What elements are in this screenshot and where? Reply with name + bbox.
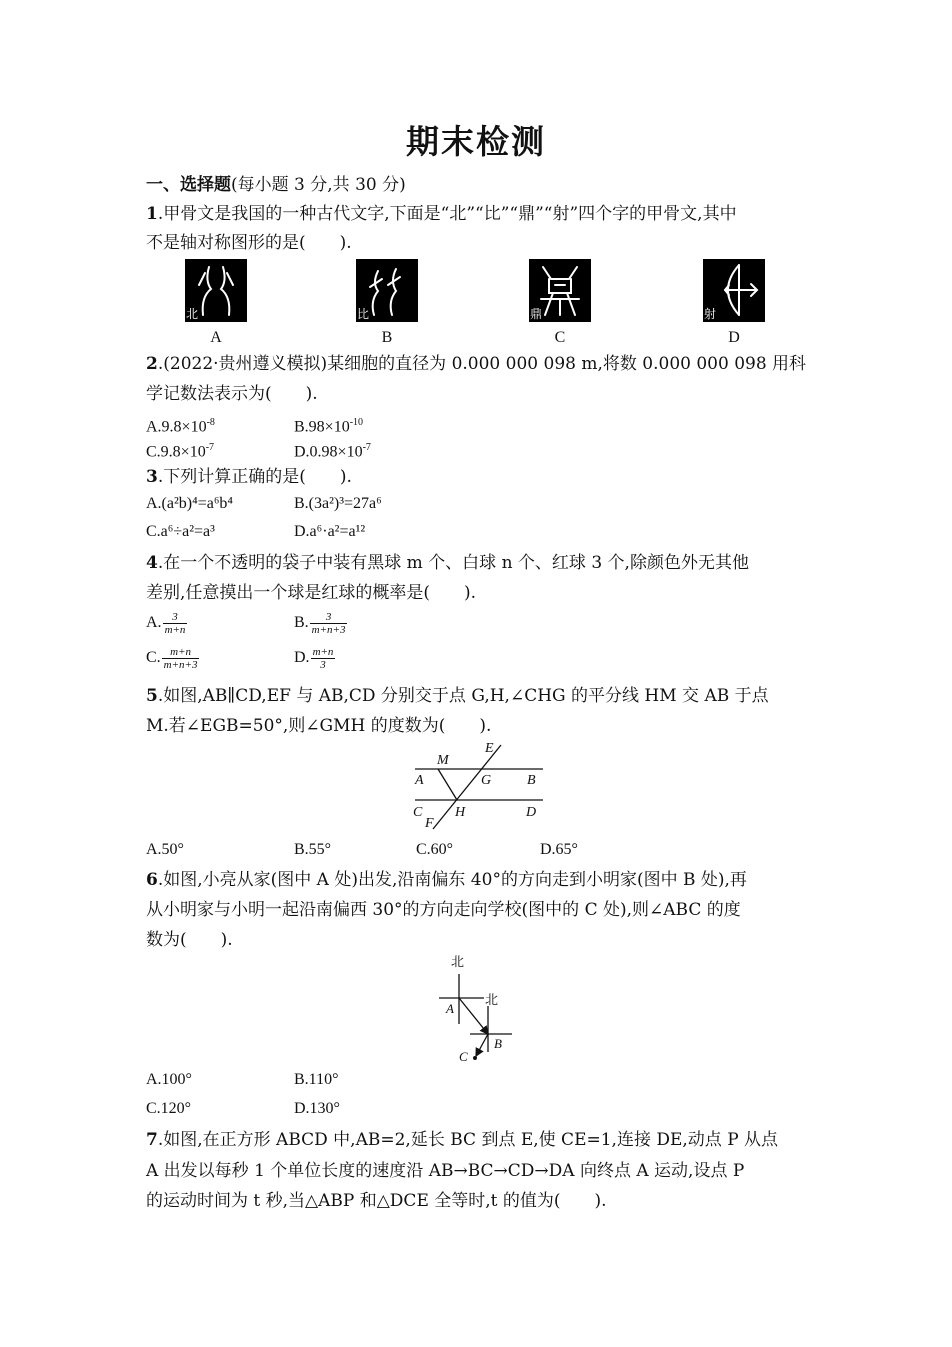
numerator: 3	[310, 611, 348, 624]
option-c: C.a⁶÷a²=a³	[146, 523, 215, 540]
oracle-bei-image	[185, 259, 247, 322]
numerator: 3	[163, 611, 188, 624]
question-5-line-2: M.若∠EGB=50°,则∠GMH 的度数为( ).	[146, 716, 492, 736]
question-text: .如图,小亮从家(图中 A 处)出发,沿南偏东 40°的方向走到小明家(图中 B 处),再	[157, 870, 747, 890]
question-text: .如图,AB∥CD,EF 与 AB,CD 分别交于点 G,H,∠CHG 的平分线 HM 交 AB 于点	[157, 686, 769, 706]
option-a	[146, 611, 187, 636]
option-label-a: A	[210, 329, 222, 346]
question-text: .在一个不透明的袋子中装有黑球 m 个、白球 n 个、红球 3 个,除颜色外无其他	[157, 553, 749, 573]
label-a: A	[415, 773, 424, 788]
denominator: m+n	[164, 624, 186, 636]
label-b: B	[494, 1036, 502, 1051]
denominator: 3	[320, 659, 326, 671]
north-label: 北	[451, 954, 465, 969]
option-c	[146, 438, 214, 462]
direction-figure	[436, 952, 520, 1066]
label-e: E	[485, 741, 494, 756]
question-number: 6	[146, 870, 158, 890]
point-c	[473, 1056, 477, 1060]
question-2-line-2: 学记数法表示为( ).	[146, 384, 318, 404]
numerator: m+n	[162, 646, 200, 659]
question-6-line-3: 数为( ).	[146, 930, 233, 950]
option-label-b: B	[381, 329, 393, 346]
question-6-line-1	[146, 869, 747, 891]
question-7-line-2: A 出发以每秒 1 个单位长度的速度沿 AB→BC→CD→DA 向终点 A 运动,设点 P	[146, 1161, 745, 1181]
question-7-line-1	[146, 1129, 778, 1151]
option-a: A.50°	[146, 841, 184, 858]
label-c: C	[459, 1049, 468, 1064]
question-number: 1	[146, 204, 158, 224]
label-f: F	[425, 816, 434, 831]
label-g: G	[481, 773, 492, 788]
option-a: A.(a²b)⁴=a⁶b⁴	[146, 495, 233, 512]
denominator: m+n+3	[311, 624, 346, 636]
question-text: .甲骨文是我国的一种古代文字,下面是“北”“比”“鼎”“射”四个字的甲骨文,其中	[157, 204, 737, 224]
option-prefix: B.	[294, 614, 309, 632]
option-prefix: A.	[146, 614, 162, 632]
option-label-c: C	[554, 329, 566, 346]
label-d: D	[526, 805, 537, 820]
question-text: .如图,在正方形 ABCD 中,AB=2,延长 BC 到点 E,使 CE=1,连接 DE,动点 P 从点	[157, 1130, 779, 1150]
option-label-d: D	[728, 329, 740, 346]
oracle-ding-image	[529, 259, 591, 322]
question-2-line-1	[146, 353, 806, 375]
question-4-line-1	[146, 552, 749, 574]
exponent: -7	[362, 442, 371, 453]
path-a-to-b	[459, 998, 488, 1034]
option-d: D.a⁶·a²=a¹²	[294, 523, 366, 540]
question-number: 7	[146, 1130, 158, 1150]
option-b: B.55°	[294, 841, 332, 858]
option-prefix: C.	[146, 649, 161, 667]
option-text: D.0.98×10	[294, 443, 363, 461]
option-c: C.120°	[146, 1100, 192, 1117]
question-6-line-2: 从小明家与小明一起沿南偏西 30°的方向走向学校(图中的 C 处),则∠ABC 的度	[146, 900, 741, 920]
fraction	[162, 646, 200, 671]
option-text: B.98×10	[294, 418, 350, 436]
question-1-line-2: 不是轴对称图形的是( ).	[146, 233, 352, 253]
option-b: B.(3a²)³=27a⁶	[294, 495, 382, 512]
numerator: m+n	[312, 646, 334, 658]
exponent: -7	[205, 442, 215, 453]
option-b	[294, 611, 347, 636]
label-h: H	[455, 805, 466, 820]
label-b: B	[527, 773, 536, 788]
label-c: C	[413, 805, 423, 820]
option-c: C.60°	[416, 841, 454, 858]
question-7-line-3: 的运动时间为 t 秒,当△ABP 和△DCE 全等时,t 的值为( ).	[146, 1191, 607, 1211]
section-heading	[146, 174, 406, 196]
path-b-to-c	[476, 1034, 488, 1056]
option-d: D.130°	[294, 1100, 340, 1117]
option-d	[294, 646, 335, 671]
question-number: 3	[146, 467, 158, 487]
label-a: A	[446, 1001, 454, 1016]
question-text: .下列计算正确的是( ).	[157, 467, 352, 487]
oracle-caption: 鼎	[530, 307, 543, 321]
exponent: -10	[349, 417, 364, 428]
option-prefix: D.	[294, 649, 310, 667]
question-4-line-2: 差别,任意摸出一个球是红球的概率是( ).	[146, 583, 477, 603]
option-b: B.110°	[294, 1071, 339, 1088]
question-number: 5	[146, 686, 158, 706]
option-a	[146, 413, 215, 437]
denominator: m+n+3	[163, 659, 198, 671]
option-text: A.9.8×10	[146, 418, 207, 436]
oracle-caption: 比	[357, 307, 370, 321]
oracle-bi-image	[356, 259, 418, 322]
question-3-line-1	[146, 466, 352, 488]
oracle-caption: 射	[704, 307, 717, 321]
label-m: M	[437, 753, 449, 768]
question-5-line-1	[146, 685, 769, 707]
page-title: 期末检测	[406, 122, 546, 161]
section-label: 一、选择题	[146, 175, 231, 195]
oracle-she-image	[703, 259, 765, 322]
option-d	[294, 438, 371, 462]
north-label: 北	[485, 992, 499, 1007]
option-d: D.65°	[540, 841, 578, 858]
oracle-caption: 北	[186, 307, 199, 321]
question-1-line-1	[146, 203, 737, 225]
option-text: C.9.8×10	[146, 443, 206, 461]
question-text: .(2022·贵州遵义模拟)某细胞的直径为 0.000 000 098 m,将数 0.000 000 098 用科	[157, 354, 807, 374]
fraction	[163, 611, 188, 636]
exponent: -8	[206, 417, 215, 428]
question-number: 4	[146, 553, 158, 573]
option-a: A.100°	[146, 1071, 192, 1088]
option-b	[294, 413, 363, 437]
section-note: (每小题 3 分,共 30 分)	[231, 175, 406, 195]
option-c	[146, 646, 199, 671]
fraction	[311, 646, 336, 671]
bisector-hm	[438, 769, 457, 800]
parallel-lines-figure	[405, 737, 550, 833]
fraction	[310, 611, 348, 636]
question-number: 2	[146, 354, 158, 374]
